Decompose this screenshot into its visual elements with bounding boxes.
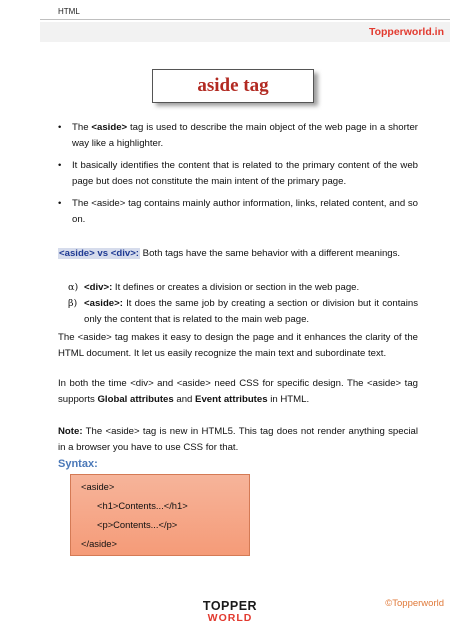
code-line: <h1>Contents...</h1> bbox=[97, 500, 188, 511]
comparison-heading: <aside> vs <div>: bbox=[59, 248, 140, 259]
syntax-code-block bbox=[70, 474, 250, 556]
bullet-list bbox=[58, 120, 418, 234]
code-line: </aside> bbox=[81, 538, 117, 549]
paragraph-clarity: The <aside> tag makes it easy to design the page and it enhances the clarity of the HTML document. It let us easily recognize the main text and subordinate text. bbox=[58, 332, 418, 359]
note-label: Note: bbox=[58, 426, 83, 437]
copyright-text: ©Topperworld bbox=[385, 598, 444, 609]
bullet-item: • It basically identifies the content that is related to the primary content of the web page but does not constitute the main intent of the primary page. bbox=[58, 158, 418, 190]
code-line: <aside> bbox=[81, 481, 115, 492]
code-line: <p>Contents...</p> bbox=[97, 519, 178, 530]
brand-link[interactable]: Topperworld.in bbox=[368, 26, 444, 38]
alpha-marker: α) bbox=[68, 282, 79, 293]
header-divider bbox=[40, 19, 450, 20]
comparison-paragraph: <aside> vs <div>: Both tags have the same behavior with a different meanings. bbox=[59, 248, 401, 259]
page-title: aside tag bbox=[152, 69, 314, 103]
bullet-item: • The <aside> tag contains mainly author information, links, related content, and so on. bbox=[58, 196, 418, 228]
note-paragraph: Note: The <aside> tag is new in HTML5. This tag does not render anything special in a browser you have to use CSS for that. bbox=[58, 426, 418, 453]
header-label: HTML bbox=[58, 7, 80, 16]
syntax-heading: Syntax: bbox=[58, 458, 98, 470]
comparison-item-div: α) <div>: It defines or creates a division or section in the web page. bbox=[68, 280, 418, 296]
bullet-item: • The <aside> tag is used to describe the main object of the web page in a shorter way like a highlighter. bbox=[58, 120, 418, 152]
paragraph-attributes: In both the time <div> and <aside> need CSS for specific design. The <aside> tag supports Global attributes and Event attributes in HTML. bbox=[58, 378, 418, 405]
comparison-list bbox=[68, 280, 418, 328]
comparison-item-aside: β) <aside>: It does the same job by creating a section or division but it contains only the content that is related to the main web page. bbox=[68, 298, 418, 325]
topperworld-logo: TOPPER WORLD bbox=[202, 599, 258, 624]
beta-marker: β) bbox=[68, 298, 78, 309]
